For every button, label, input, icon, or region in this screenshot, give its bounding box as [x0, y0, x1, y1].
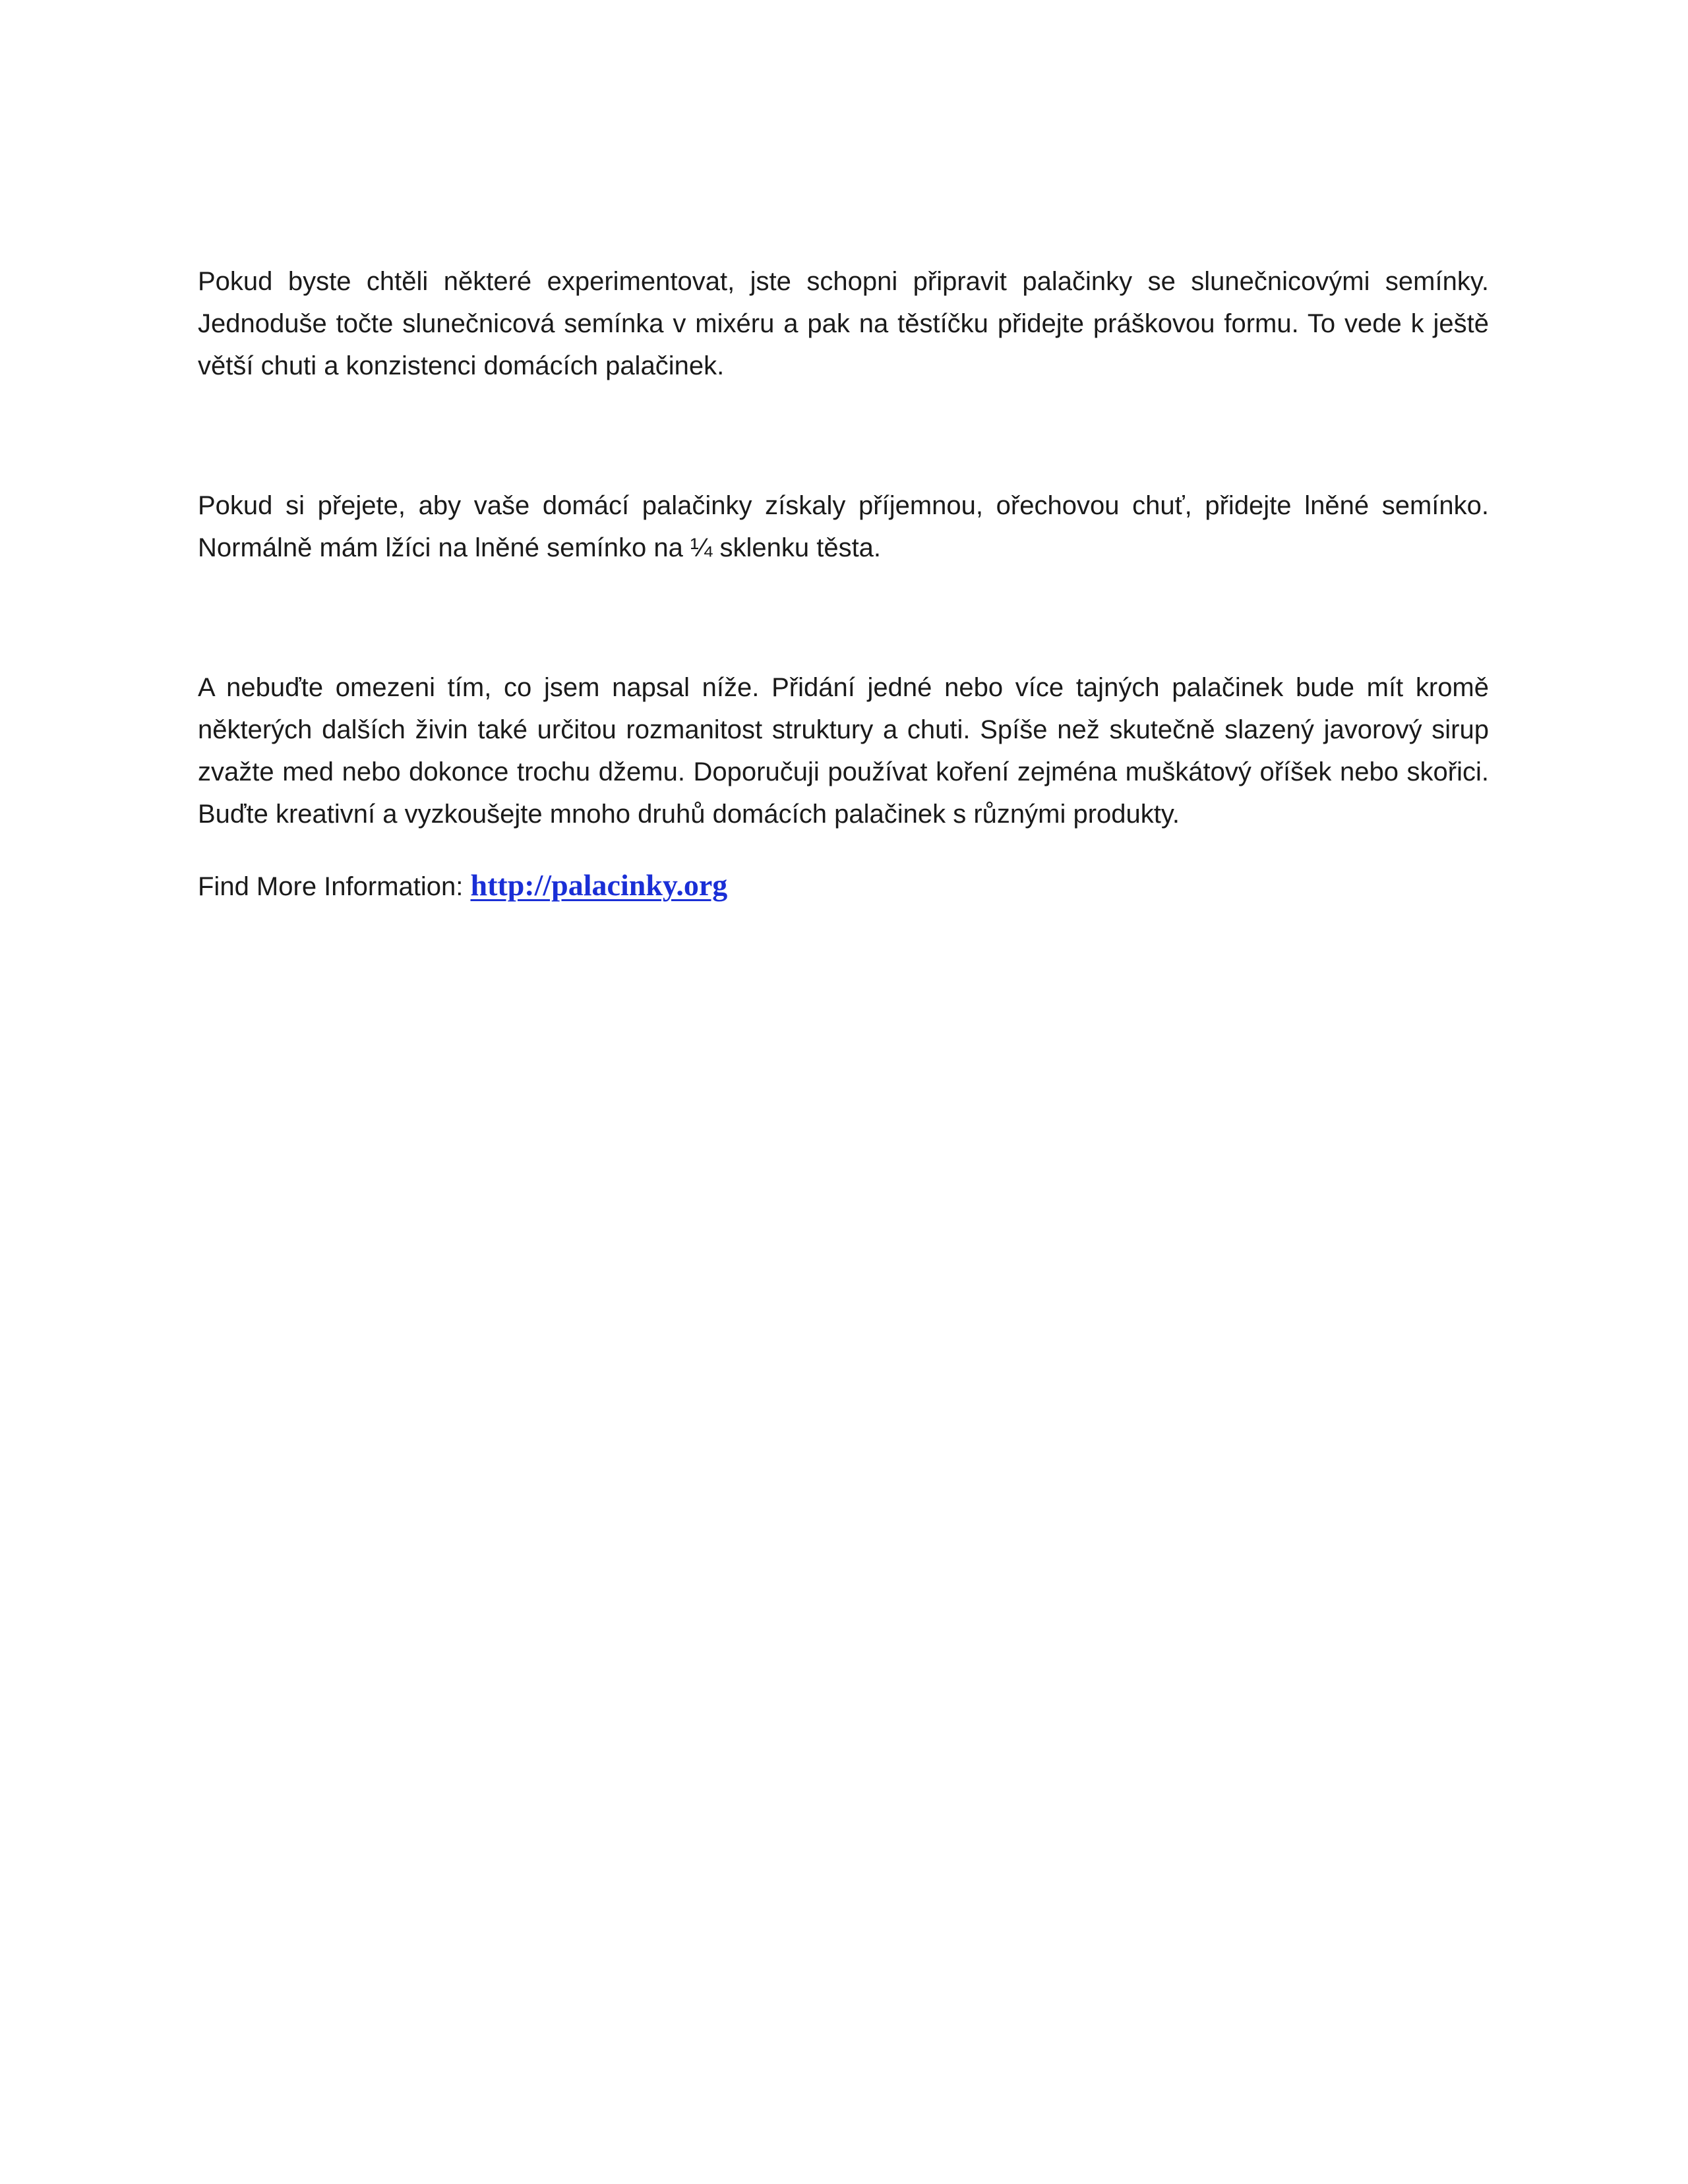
paragraph-sunflower-seeds: Pokud byste chtěli některé experimentovat, jste schopni připravit palačinky se slunečnicovými semínky. Jednoduše točte slunečnicová semínka v mixéru a pak na těstíčku přidejte práškovou formu. To vede k ještě větší chuti a konzistenci domácích palačinek. [198, 267, 1489, 380]
more-info-label: Find More Information: [198, 872, 471, 901]
website-link[interactable]: http://palacinky.org [470, 868, 728, 902]
paragraph-secret-ingredients: A nebuďte omezeni tím, co jsem napsal níže. Přidání jedné nebo více tajných palačinek bude mít kromě některých dalších živin také určitou rozmanitost struktury a chuti. Spíše než skutečně slazený javorový sirup zvažte med nebo dokonce trochu džemu. Doporučuji používat koření zejména muškátový oříšek nebo skořici. Buďte kreativní a vyzkoušejte mnoho druhů domácích palačinek s různými produkty. [198, 673, 1489, 829]
more-info-line [198, 864, 1489, 908]
document-page [198, 260, 1489, 908]
paragraph-flax-seed: Pokud si přejete, aby vaše domácí palačinky získaly příjemnou, ořechovou chuť, přidejte lněné semínko. Normálně mám lžíci na lněné semínko na ¼ sklenku těsta. [198, 491, 1489, 562]
